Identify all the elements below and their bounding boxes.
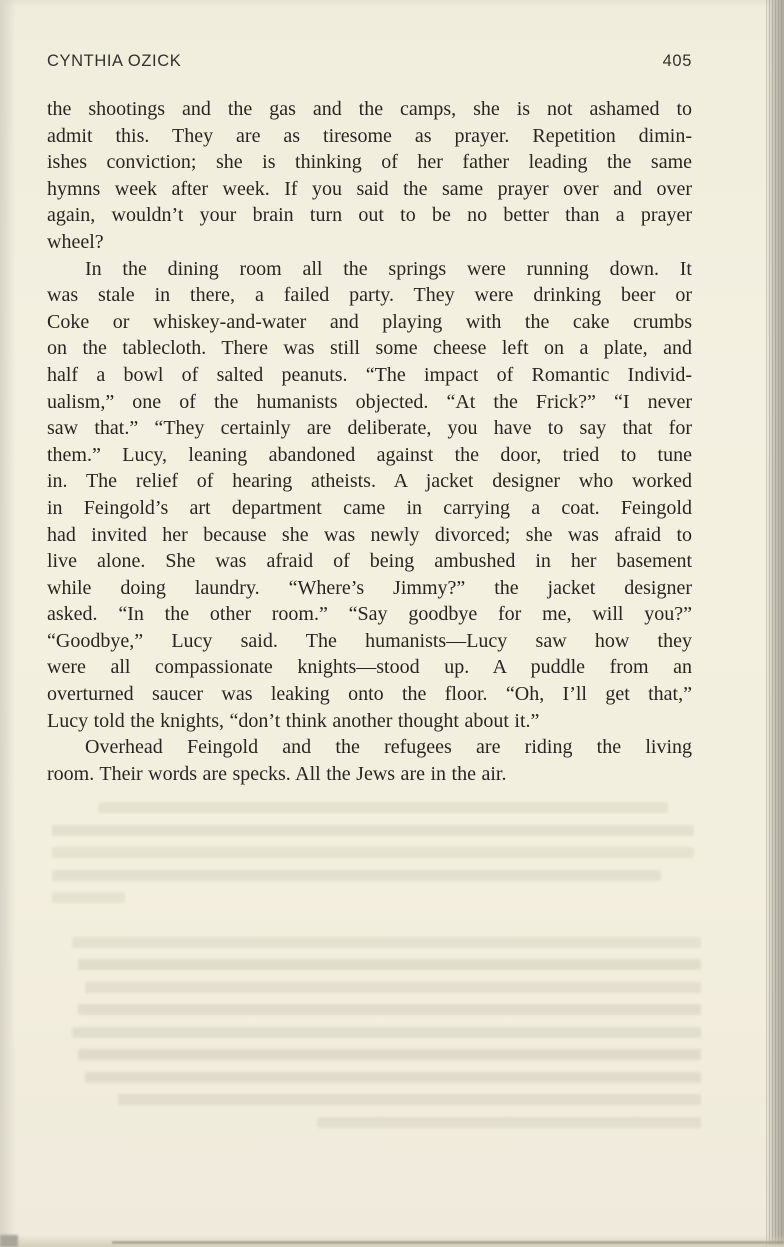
ghost-text-line: [72, 937, 701, 948]
text-line: ishes conviction; she is thinking of her father leading the same: [47, 151, 692, 174]
text-line: Overhead Feingold and the refugees are riding the living: [85, 736, 692, 759]
ghost-gap: [52, 915, 714, 937]
ghost-text-line: [52, 892, 125, 903]
page-bottom-rule: [112, 1241, 784, 1244]
header-author: CYNTHIA OZICK: [47, 52, 182, 70]
text-line: the shootings and the gas and the camps, she is not ashamed to: [47, 98, 692, 120]
page-number: 405: [662, 52, 692, 70]
text-line: in Feingold’s art department came in carrying a coat. Feingold: [47, 496, 692, 519]
ghost-text-line: [52, 870, 661, 881]
book-page-stack-edge: [766, 0, 784, 1247]
text-line: ualism,” one of the humanists objected. “At the Frick?” “I never: [47, 390, 692, 413]
text-line: wheel?: [47, 230, 104, 253]
page-top-edge-shading: [0, 0, 784, 8]
bottom-left-corner-shadow: [0, 1235, 18, 1247]
ghost-text-line: [118, 1094, 701, 1105]
text-line: asked. “In the other room.” “Say goodbye for me, will you?”: [47, 603, 692, 626]
text-line: were all compassionate knights—stood up. A puddle from an: [47, 656, 692, 679]
page-body: [47, 96, 692, 787]
text-line: saw that.” “They certainly are deliberate, you have to say that for: [47, 417, 692, 440]
text-line: had invited her because she was newly divorced; she was afraid to: [47, 523, 692, 546]
ghost-text-line: [78, 1004, 700, 1015]
text-line: hymns week after week. If you said the same prayer over and over: [47, 177, 692, 200]
text-line: room. Their words are specks. All the Jews are in the air.: [47, 762, 507, 785]
text-line: overturned saucer was leaking onto the floor. “Oh, I’ll get that,”: [47, 683, 692, 706]
text-line: “Goodbye,” Lucy said. The humanists—Lucy saw how they: [47, 629, 692, 652]
text-line: admit this. They are as tiresome as prayer. Repetition dimin-: [47, 124, 692, 147]
ghost-text-line: [317, 1117, 701, 1128]
text-line: live alone. She was afraid of being ambushed in her basement: [47, 550, 692, 573]
text-line: Lucy told the knights, “don’t think another thought about it.”: [47, 709, 540, 732]
ghost-text-line: [98, 802, 667, 813]
text-line: Coke or whiskey-and-water and playing with the cake crumbs: [47, 310, 692, 333]
ghost-text-line: [85, 1072, 701, 1083]
bleed-through-ghost-text: [52, 802, 714, 1139]
text-line: on the tablecloth. There was still some cheese left on a plate, and: [47, 337, 692, 360]
ghost-text-line: [72, 1027, 701, 1038]
ghost-text-line: [78, 1049, 700, 1060]
text-line: while doing laundry. “Where’s Jimmy?” the jacket designer: [47, 576, 692, 599]
running-header: [47, 52, 692, 71]
ghost-text-line: [85, 982, 701, 993]
ghost-text-line: [52, 847, 694, 858]
text-line: them.” Lucy, leaning abandoned against the door, tried to tune: [47, 443, 692, 466]
text-line: again, wouldn’t your brain turn out to be no better than a prayer: [47, 204, 692, 227]
ghost-text-line: [78, 959, 700, 970]
text-line: half a bowl of salted peanuts. “The impact of Romantic Individ-: [47, 363, 692, 386]
ghost-text-line: [52, 825, 694, 836]
text-line: in. The relief of hearing atheists. A jacket designer who worked: [47, 470, 692, 493]
text-line: In the dining room all the springs were running down. It: [85, 257, 692, 280]
text-line: was stale in there, a failed party. They were drinking beer or: [47, 284, 692, 307]
page-left-edge-shading: [0, 0, 16, 1247]
